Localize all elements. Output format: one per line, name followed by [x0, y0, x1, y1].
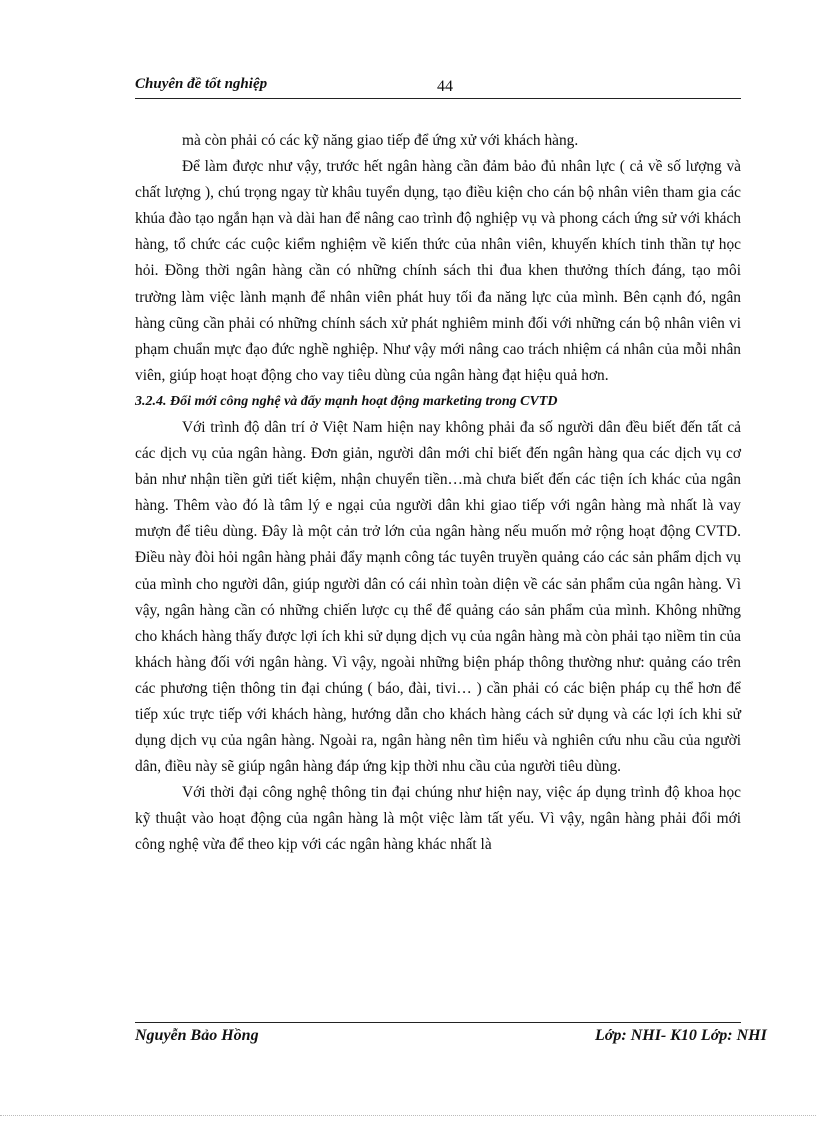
page-number: 44 [437, 78, 453, 95]
paragraph-marketing: Với trình độ dân trí ở Việt Nam hiện nay không phải đa số người dân đều biết đến tất cả các dịch vụ của ngân hàng. Đơn giản, người dân mới chỉ biết đến ngân hàng qua các dịch vụ cơ bản như nhận tiền gửi tiết kiệm, nhận chuyển tiền…mà chưa biết đến các tiện ích khác của ngân hàng. Thêm vào đó là tâm lý e ngại của người dân khi giao tiếp với ngân hàng mà nhất là vay mượn để tiêu dùng. Đây là một cản trở lớn của ngân hàng nếu muốn mở rộng hoạt động CVTD. Điều này đòi hỏi ngân hàng phải đẩy mạnh công tác tuyên truyền quảng cáo các sản phẩm dịch vụ của mình cho người dân, giúp người dân có cái nhìn toàn diện về các sản phẩm của ngân hàng. Vì vậy, ngân hàng cần có những chiến lược cụ thể để quảng cáo sản phẩm của mình. Không những cho khách hàng thấy được lợi ích khi sử dụng dịch vụ của ngân hàng mà còn phải tạo niềm tin của khách hàng đối với ngân hàng. Vì vậy, ngoài những biện pháp thông thường như: quảng cáo trên các phương tiện thông tin đại chúng ( báo, đài, tivi… ) cần phải có các biện pháp cụ thể hơn để tiếp xúc trực tiếp với khách hàng, hướng dẫn cho khách hàng cách sử dụng và các lợi ích khi sử dụng dịch vụ của ngân hàng. Ngoài ra, ngân hàng nên tìm hiểu và nghiên cứu nhu cầu của người dân, điều này sẽ giúp ngân hàng đáp ứng kịp thời nhu cầu của người tiêu dùng. [135, 418, 741, 776]
paragraph-staffing: Để làm được như vậy, trước hết ngân hàng cần đảm bảo đủ nhân lực ( cả về số lượng và chất lượng ), chú trọng ngay từ khâu tuyển dụng, tạo điều kiện cho cán bộ nhân viên tham gia các khúa đào tạo ngắn hạn và dài han để nâng cao trình độ nghiệp vụ và phong cách ứng sử với khách hàng, tổ chức các cuộc kiểm nghiệm về kiến thức của nhân viên, khuyến khích tinh thần tự học hỏi. Đồng thời ngân hàng cần có những chính sách thi đua khen thưởng thích đáng, tạo môi trường làm việc lành mạnh để nhân viên phát huy tối đa năng lực của mình. Bên cạnh đó, ngân hàng cũng cần phải có những chính sách xử phát nghiêm minh đối với những cán bộ nhân viên vi phạm chuẩn mực đạo đức nghề nghiệp. Như vậy mới nâng cao trách nhiệm cá nhân của mỗi nhân viên, giúp hoạt hoạt động cho vay tiêu dùng của ngân hàng đạt hiệu quả hơn. [135, 158, 741, 384]
section-heading: 3.2.4. Đổi mới công nghệ và đẩy mạnh hoạt động marketing trong CVTD [135, 393, 558, 409]
page-footer [135, 1022, 816, 1052]
page-edge-divider [0, 1115, 816, 1116]
document-title: Chuyên đề tốt nghiệp [135, 76, 268, 92]
paragraph-continuation: mà còn phải có các kỹ năng giao tiếp để ứng xử với khách hàng. [182, 132, 579, 149]
document-body [135, 128, 741, 859]
footer-class: Lớp: NHI- K10 Lớp: NHI [595, 1027, 767, 1044]
footer-divider [135, 1022, 741, 1023]
paragraph-technology: Với thời đại công nghệ thông tin đại chúng như hiện nay, việc áp dụng trình độ khoa học kỹ thuật vào hoạt động của ngân hàng là một việc làm tất yếu. Vì vậy, ngân hàng phải đổi mới công nghệ vừa để theo kịp với các ngân hàng khác nhất là [135, 784, 741, 854]
page-header [135, 72, 741, 99]
footer-author: Nguyễn Bảo Hồng [135, 1027, 259, 1044]
